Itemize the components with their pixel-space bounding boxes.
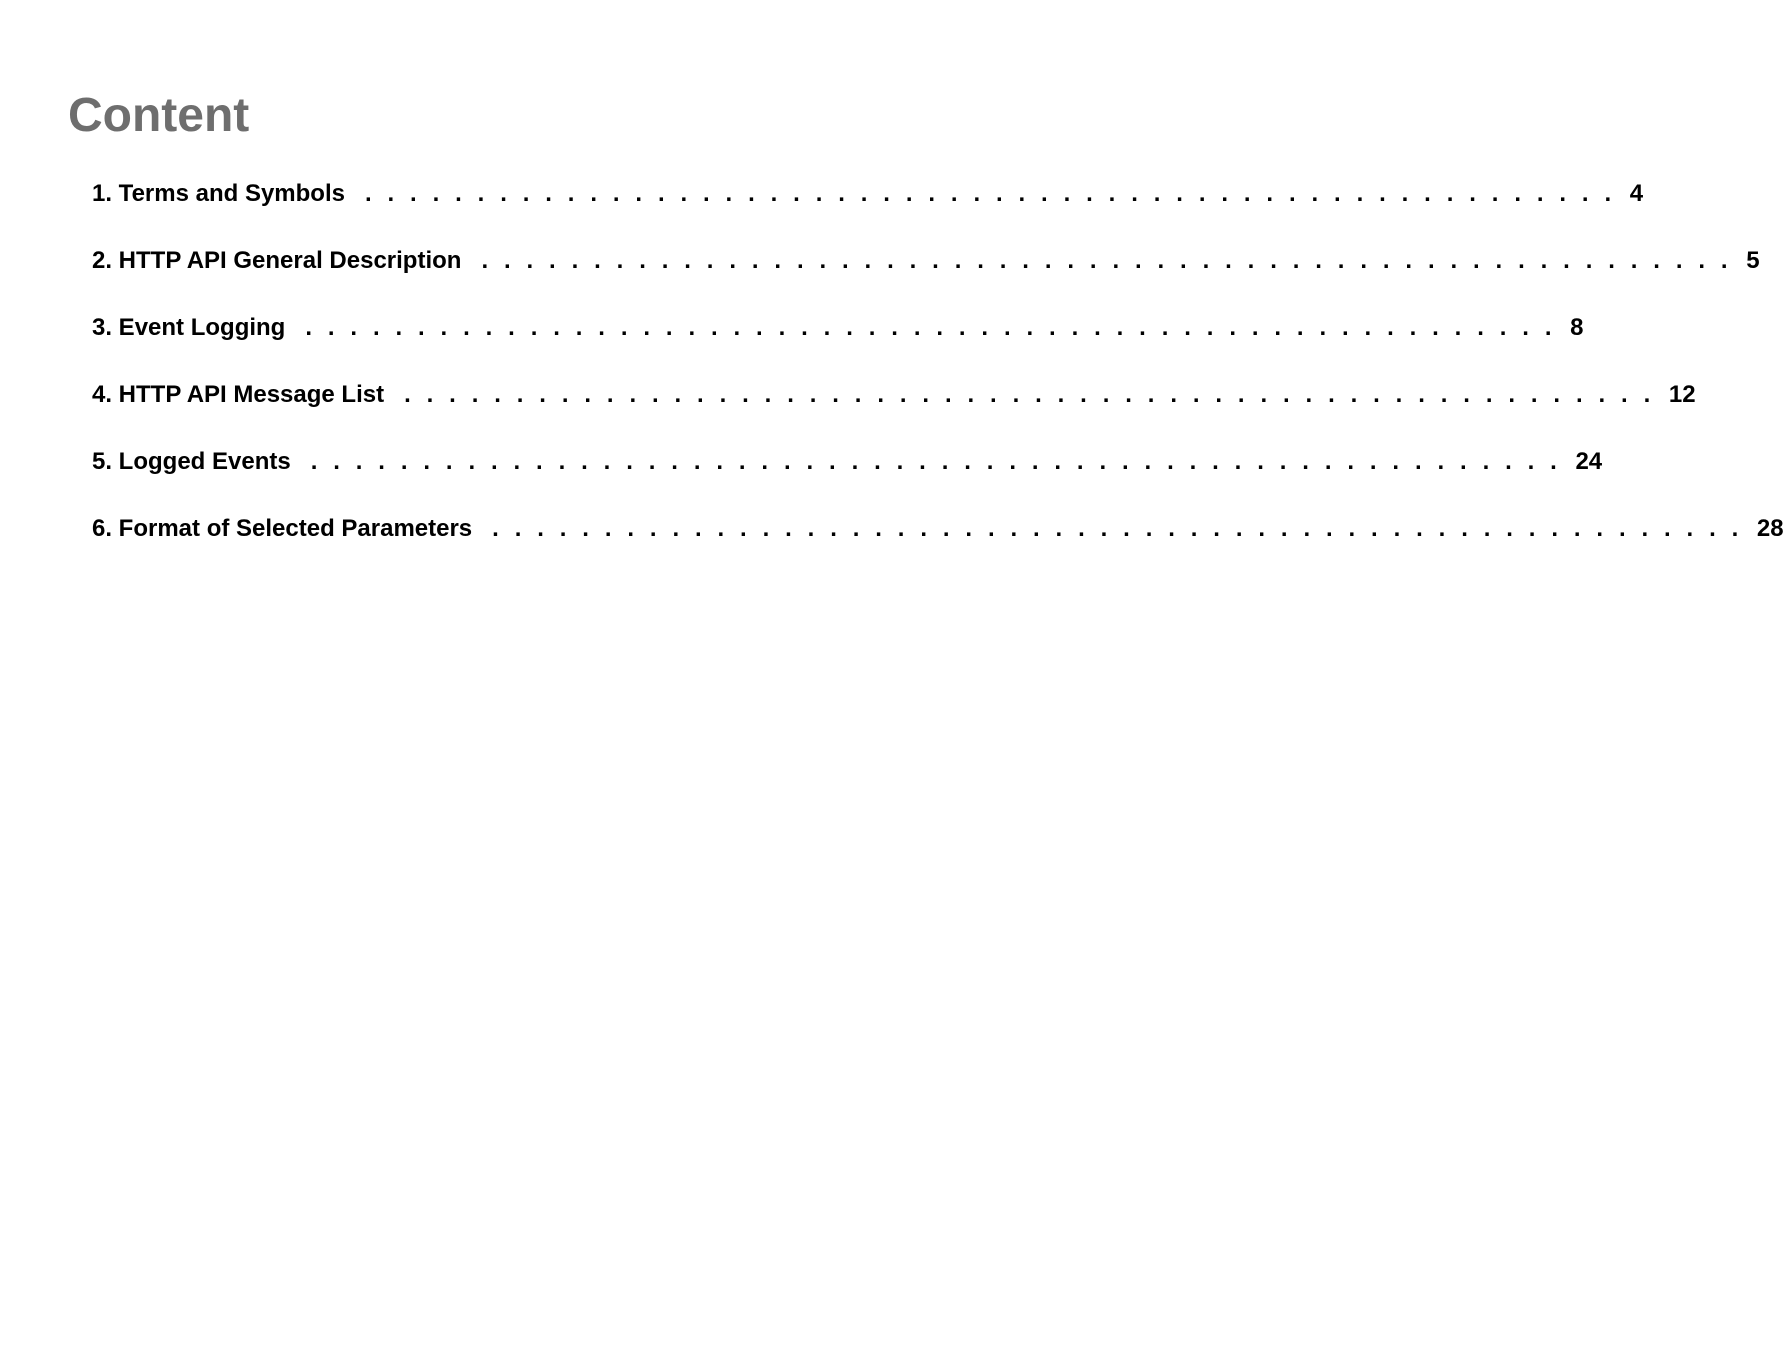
toc-entry-event-logging[interactable] [92,314,1584,381]
toc-page-number: 28 [1756,515,1784,542]
toc-entry-label: 2. HTTP API General Description [92,247,462,274]
toc-entry-terms-and-symbols[interactable] [92,180,1644,247]
toc-entry-label: 6. Format of Selected Parameters [92,515,473,542]
toc-dot-leader: . . . . . . . . . . . . . . . . . . . . . . . . . . . . . . . . . . . . . . . . . . . . . . . . . . . . . . . . [305,314,1557,341]
toc-entry-http-api-message-list[interactable] [92,381,1696,448]
toc-entry-http-api-general-description[interactable] [92,247,1760,314]
toc-dot-leader: . . . . . . . . . . . . . . . . . . . . . . . . . . . . . . . . . . . . . . . . . . . . . . . . . . . . . . . . [492,515,1743,542]
toc-dot-leader: . . . . . . . . . . . . . . . . . . . . . . . . . . . . . . . . . . . . . . . . . . . . . . . . . . . . . . . . [404,381,1655,408]
toc-dot-leader: . . . . . . . . . . . . . . . . . . . . . . . . . . . . . . . . . . . . . . . . . . . . . . . . . . . . . . . . [481,247,1733,274]
toc-page-number: 5 [1746,247,1760,274]
toc-dot-leader: . . . . . . . . . . . . . . . . . . . . . . . . . . . . . . . . . . . . . . . . . . . . . . . . . . . . . . . . [310,448,1562,475]
toc-page-number: 12 [1668,381,1696,408]
toc-page-number: 4 [1629,180,1644,207]
toc-page-number: 8 [1570,314,1584,341]
toc-dot-leader: . . . . . . . . . . . . . . . . . . . . . . . . . . . . . . . . . . . . . . . . . . . . . . . . . . . . . . . . [364,180,1616,207]
table-of-contents [92,180,1784,582]
toc-entry-label: 1. Terms and Symbols [92,180,345,207]
toc-entry-format-of-selected-parameters[interactable] [92,515,1784,582]
toc-entry-label: 5. Logged Events [92,448,291,475]
toc-page-number: 24 [1575,448,1603,475]
toc-entry-label: 4. HTTP API Message List [92,381,385,408]
page-title: Content [68,89,250,142]
toc-entry-label: 3. Event Logging [92,314,286,341]
toc-entry-logged-events[interactable] [92,448,1603,515]
